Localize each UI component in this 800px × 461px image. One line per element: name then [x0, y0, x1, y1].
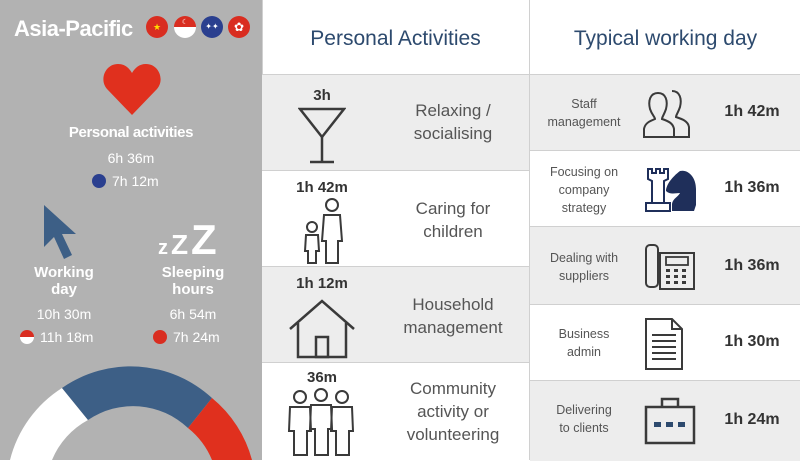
- work-task-row: [530, 226, 800, 305]
- australia-flag-icon: [92, 174, 106, 188]
- sleeping-hours-highlight-value: 7h 24m: [173, 329, 220, 345]
- australia-flag-icon: ✦✦: [201, 16, 223, 38]
- working-day-label: Working day: [34, 264, 94, 298]
- personal-activities-highlight-value: 7h 12m: [112, 173, 159, 189]
- sleep-zzz-icon: [158, 212, 228, 260]
- activity-row: [262, 266, 529, 363]
- house-icon: [288, 299, 356, 359]
- activity-row: [262, 74, 529, 171]
- hong-kong-flag-icon: ✿: [228, 16, 250, 38]
- work-task-time: 1h 36m: [724, 257, 780, 274]
- parent-child-icon: [302, 197, 346, 265]
- briefcase-icon: [642, 393, 698, 447]
- activity-hours: 1h 12m: [296, 275, 348, 292]
- work-task-time: 1h 36m: [724, 179, 780, 196]
- work-task-label: Staff management: [547, 97, 621, 129]
- day-split-gauge: [0, 360, 262, 460]
- working-day-highlight-value: 11h 18m: [40, 329, 94, 345]
- working-day-column: [529, 0, 800, 460]
- sleeping-hours-label: Sleeping hours: [161, 264, 225, 298]
- personal-activities-column: [262, 0, 529, 460]
- activity-label: Household management: [403, 295, 503, 337]
- region-title: Asia-Pacific: [14, 16, 133, 41]
- work-task-row: [530, 74, 800, 151]
- work-task-label: Focusing on company strategy: [549, 165, 619, 215]
- document-icon: [642, 317, 686, 371]
- activity-label: Community activity or volunteering: [406, 379, 500, 444]
- work-task-time: 1h 24m: [724, 411, 780, 428]
- work-task-label: Dealing with suppliers: [549, 251, 619, 283]
- activity-label: Caring for children: [415, 199, 491, 241]
- working-day-value: 10h 30m: [36, 306, 92, 322]
- activity-hours: 36m: [306, 369, 338, 386]
- singapore-flag-icon: [20, 330, 34, 344]
- svg-text:Z: Z: [171, 229, 189, 260]
- singapore-flag-icon: ☾: [174, 16, 196, 38]
- personal-activities-highlight: [92, 173, 159, 189]
- activity-hours: 1h 42m: [296, 179, 348, 196]
- work-task-label: Delivering to clients: [556, 403, 612, 435]
- work-task-row: [530, 380, 800, 461]
- two-people-icon: [642, 87, 692, 139]
- personal-activities-header: Personal Activities: [310, 27, 481, 50]
- work-task-time: 1h 30m: [724, 333, 780, 350]
- personal-activities-value: 6h 36m: [107, 150, 155, 166]
- chess-pieces-icon: [642, 163, 698, 217]
- summary-panel: [0, 0, 262, 460]
- working-day-header: Typical working day: [573, 27, 758, 50]
- sleeping-hours-value: 6h 54m: [169, 306, 217, 322]
- group-people-icon: [286, 387, 356, 457]
- svg-text:Z: Z: [191, 216, 217, 260]
- svg-text:z: z: [158, 237, 168, 259]
- activity-label: Relaxing / socialising: [413, 101, 493, 143]
- work-task-row: [530, 150, 800, 227]
- china-flag-icon: [153, 330, 167, 344]
- heart-icon: [103, 62, 161, 116]
- work-task-label: Business admin: [558, 327, 610, 359]
- work-task-time: 1h 42m: [724, 103, 780, 120]
- working-day-highlight: [20, 329, 93, 345]
- activity-hours: 3h: [313, 87, 331, 104]
- work-task-row: [530, 304, 800, 381]
- china-flag-icon: ★: [146, 16, 168, 38]
- activity-row: [262, 170, 529, 267]
- cocktail-glass-icon: [298, 107, 346, 165]
- activity-row: [262, 362, 529, 461]
- sleeping-hours-highlight: [153, 329, 220, 345]
- cursor-arrow-icon: [40, 203, 82, 263]
- personal-activities-label: Personal activities: [68, 124, 194, 141]
- office-phone-icon: [642, 237, 698, 293]
